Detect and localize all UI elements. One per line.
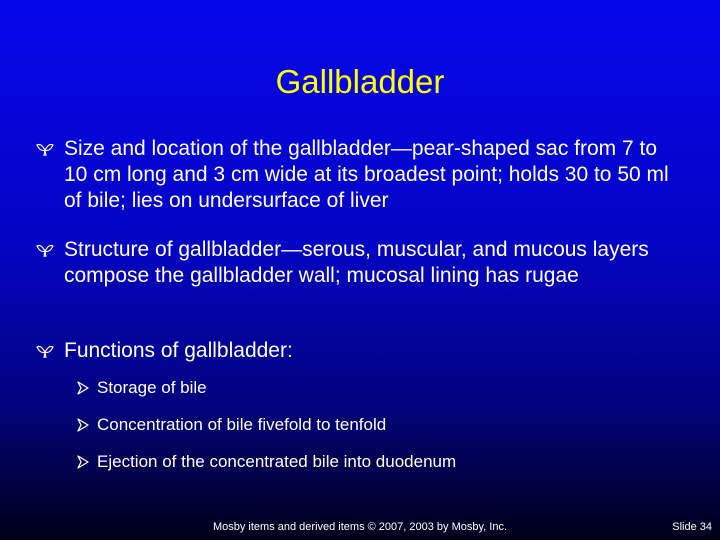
sub-bullet-storage: Storage of bile (97, 378, 207, 397)
slide-number: Slide 34 (672, 521, 712, 533)
wing-bullet-icon (36, 344, 54, 360)
sub-bullet-ejection: Ejection of the concentrated bile into duodenum (97, 452, 457, 471)
arrow-bullet-icon (76, 455, 90, 469)
arrow-bullet-icon (76, 418, 90, 432)
bullet-structure: Structure of gallbladder—serous, muscular, and mucous layers compose the gallbladder wall; mucosal lining has rugae (64, 238, 649, 287)
arrow-bullet-icon (76, 381, 90, 395)
sub-bullet-concentration: Concentration of bile fivefold to tenfold (97, 415, 387, 434)
bullet-size-location: Size and location of the gallbladder—pear-shaped sac from 7 to 10 cm long and 3 cm wide at its broadest point; holds 30 to 50 ml of bile; lies on undersurface of liver (64, 137, 669, 212)
wing-bullet-icon (36, 243, 54, 259)
wing-bullet-icon (36, 142, 54, 158)
copyright-footer: Mosby items and derived items © 2007, 2003 by Mosby, Inc. (212, 521, 508, 533)
bullet-functions: Functions of gallbladder: (64, 339, 293, 362)
slide-title: Gallbladder (275, 63, 445, 100)
